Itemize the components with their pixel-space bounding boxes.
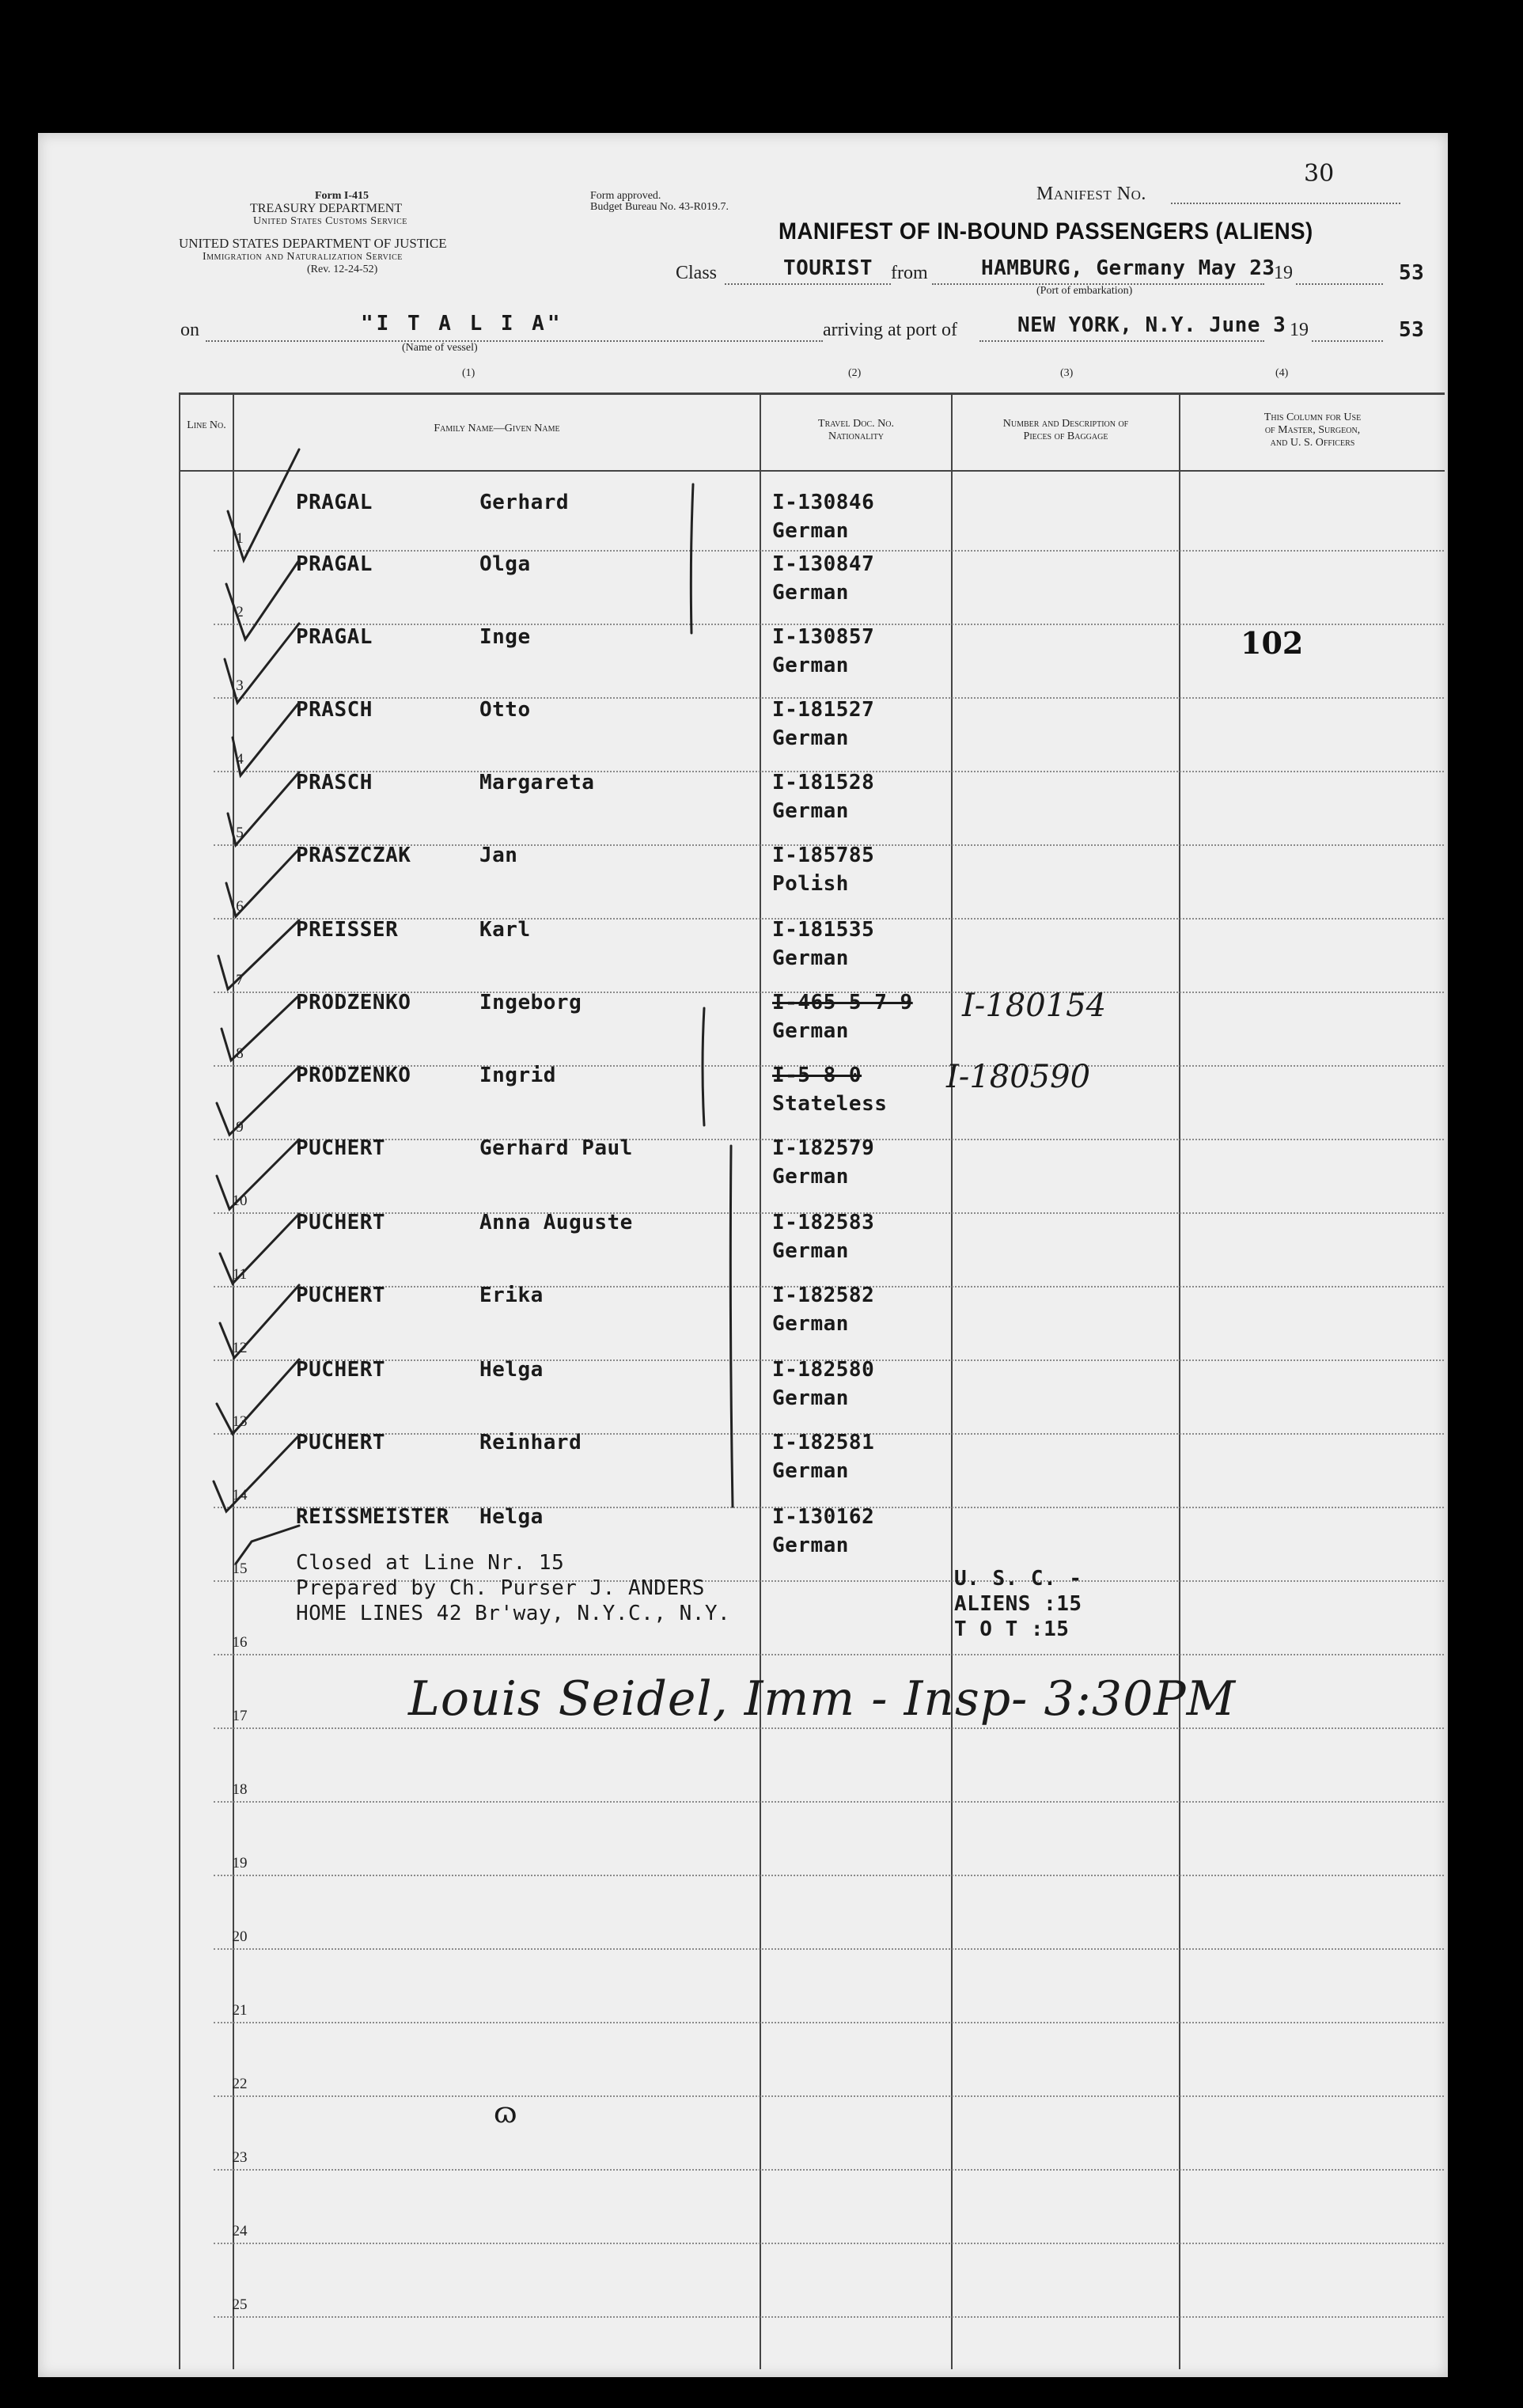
travel-doc-no: I-182582 [772,1284,875,1307]
given-name: Reinhard [479,1431,582,1454]
nationality: German [772,581,849,605]
col-num-4: (4) [1275,367,1289,379]
line-number: 11 [232,1266,248,1283]
manifest-no-label: Manifest No. [1036,184,1146,204]
given-name: Olga [479,552,531,576]
budget-bureau: Budget Bureau No. 43-R019.7. [590,201,729,213]
arrival-port-value: NEW YORK, N.Y. June 3 [1017,313,1286,337]
travel-doc-no: I-130857 [772,625,875,649]
immigration-service: Immigration and Naturalization Service [203,251,403,263]
given-name: Jan [479,844,518,867]
given-name: Margareta [479,771,595,794]
form-approved: Form approved. [590,190,661,202]
handwritten-doc-correction: I-180154 [962,988,1107,1024]
manifest-page-number: 30 [1304,160,1335,188]
family-name: PUCHERT [296,1211,386,1234]
header-travel-doc: Travel Doc. No. Nationality [818,418,894,442]
line-number: 18 [232,1781,248,1798]
line-number: 10 [232,1193,248,1209]
travel-doc-no: I-130162 [772,1505,875,1529]
treasury-department: TREASURY DEPARTMENT [250,202,403,215]
vessel-name: "I T A L I A" [361,312,563,336]
nationality: German [772,1239,849,1263]
family-name: REISSMEISTER [296,1505,449,1529]
family-name: PRODZENKO [296,1064,411,1087]
nationality: German [772,519,849,543]
nationality: German [772,1165,849,1189]
given-name: Ingeborg [479,991,582,1014]
nationality: German [772,1019,849,1043]
family-name: PUCHERT [296,1284,386,1307]
year-value-1: 53 [1399,261,1425,285]
travel-doc-no: I-182583 [772,1211,875,1234]
line-number: 22 [232,2076,248,2092]
line-number: 2 [236,604,244,620]
line-number: 25 [232,2296,248,2313]
family-name: PRAGAL [296,552,373,576]
travel-doc-no: I-465 5 7 9 [772,991,913,1014]
line-number: 4 [236,751,244,768]
given-name: Karl [479,918,531,942]
family-name: PRASZCZAK [296,844,411,867]
line-number: 15 [232,1560,248,1577]
given-name: Gerhard Paul [479,1136,633,1160]
closed-at-line: Closed at Line Nr. 15 [296,1551,565,1575]
family-name: PRODZENKO [296,991,411,1014]
port-embarkation-caption: (Port of embarkation) [1036,285,1133,297]
nationality: Stateless [772,1092,888,1116]
year-prefix-1: 19 [1274,263,1293,283]
col-num-1: (1) [462,367,475,379]
line-number: 6 [236,898,244,915]
vessel-caption: (Name of vessel) [402,342,478,354]
travel-doc-no: I-130847 [772,552,875,576]
line-number: 19 [232,1855,248,1871]
line-number: 21 [232,2002,248,2019]
line-number: 8 [236,1045,244,1062]
family-name: PRASCH [296,698,373,722]
nationality: German [772,946,849,970]
travel-doc-no: I-185785 [772,844,875,867]
header-baggage: Number and Description of Pieces of Baggage [1002,418,1129,442]
travel-doc-no: I-182579 [772,1136,875,1160]
nationality: German [772,1459,849,1483]
col-num-3: (3) [1060,367,1074,379]
class-label: Class [676,263,718,283]
given-name: Otto [479,698,531,722]
nationality: German [772,726,849,750]
family-name: PUCHERT [296,1431,386,1454]
totals-usc: U. S. C. - [954,1567,1082,1591]
header-officers: This Column for Use of Master, Surgeon, and U. S. Officers [1263,411,1362,449]
line-number: 13 [232,1413,248,1430]
year-prefix-2: 19 [1290,320,1309,340]
given-name: Erika [479,1284,544,1307]
stray-mark: ɷ [494,2097,517,2129]
col-num-2: (2) [848,367,862,379]
header-name: Family Name—Given Name [434,423,560,434]
line-number: 5 [236,825,244,841]
nationality: German [772,1534,849,1557]
line-number: 16 [232,1634,248,1651]
inspector-signature: Louis Seidel, Imm - Insp- 3:30PM [408,1671,1237,1727]
header-line-no: Line No. [187,419,226,431]
line-number: 24 [232,2223,248,2239]
given-name: Helga [479,1505,544,1529]
form-revision: (Rev. 12-24-52) [307,264,378,275]
family-name: PRAGAL [296,491,373,514]
given-name: Inge [479,625,531,649]
family-name: PRASCH [296,771,373,794]
on-label: on [180,320,199,340]
travel-doc-no: I-182581 [772,1431,875,1454]
travel-doc-no: I-181535 [772,918,875,942]
nationality: German [772,799,849,823]
manifest-title: MANIFEST OF IN-BOUND PASSENGERS (ALIENS) [779,218,1313,245]
nationality: German [772,654,849,677]
totals-total: T O T :15 [954,1617,1070,1641]
embarkation-value: HAMBURG, Germany May 23 [981,256,1275,280]
arriving-label: arriving at port of [823,320,957,340]
line-number: 3 [236,677,244,694]
line-number: 12 [232,1340,248,1356]
nationality: German [772,1386,849,1410]
travel-doc-no: I-181528 [772,771,875,794]
from-label: from [891,263,928,283]
given-name: Helga [479,1358,544,1382]
given-name: Anna Auguste [479,1211,633,1234]
family-name: PRAGAL [296,625,373,649]
travel-doc-no: I-130846 [772,491,875,514]
prepared-by: Prepared by Ch. Purser J. ANDERS [296,1576,705,1600]
line-number: 20 [232,1928,248,1945]
officer-number: 102 [1241,625,1304,661]
line-number: 1 [236,530,244,547]
family-name: PUCHERT [296,1136,386,1160]
handwritten-doc-correction: I-180590 [946,1059,1091,1095]
line-number: 7 [236,972,244,988]
totals-aliens: ALIENS :15 [954,1592,1082,1616]
form-number: Form I-415 [315,190,369,202]
travel-doc-no: I-181527 [772,698,875,722]
class-value: TOURIST [783,256,873,280]
customs-service: United States Customs Service [253,215,407,227]
year-value-2: 53 [1399,318,1425,342]
travel-doc-no: I-5 8 0 [772,1064,862,1087]
justice-department: UNITED STATES DEPARTMENT OF JUSTICE [179,236,447,251]
given-name: Ingrid [479,1064,556,1087]
family-name: PUCHERT [296,1358,386,1382]
travel-doc-no: I-182580 [772,1358,875,1382]
line-number: 17 [232,1708,248,1724]
nationality: German [772,1312,849,1336]
company-address: HOME LINES 42 Br'way, N.Y.C., N.Y. [296,1602,731,1625]
nationality: Polish [772,872,849,896]
given-name: Gerhard [479,491,570,514]
line-number: 23 [232,2149,248,2166]
line-number: 14 [232,1487,248,1504]
check-marks [38,133,1448,2377]
family-name: PREISSER [296,918,399,942]
line-number: 9 [236,1119,244,1136]
manifest-sheet [38,133,1448,2377]
